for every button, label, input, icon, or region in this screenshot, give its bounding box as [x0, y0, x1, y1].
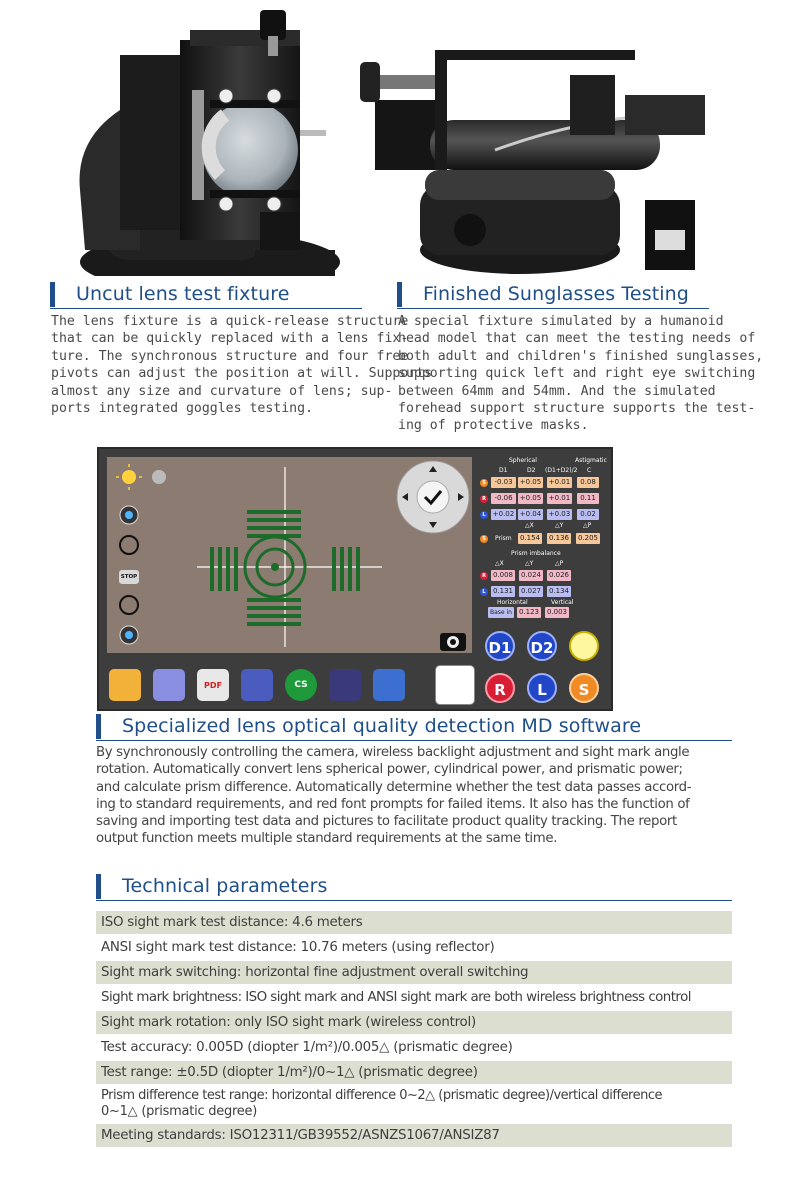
- vertical-label: Vertical: [551, 599, 574, 606]
- imbalance-dx-header: △X: [495, 560, 504, 567]
- prism-dy: 0.136: [548, 534, 570, 542]
- text-line: rotation. Automatically convert lens spherical power, cylindrical power, and prismatic power;: [96, 762, 683, 778]
- heading-accent-bar: [96, 714, 101, 739]
- param-text: Test range: ±0.5D (diopter 1/m²)/0~1△ (prismatic degree): [101, 1065, 478, 1080]
- param-row: [96, 1036, 732, 1059]
- imb-r-dy: 0.024: [520, 571, 542, 579]
- horizontal-label: Horizontal: [497, 599, 528, 606]
- param-text: Sight mark switching: horizontal fine adjustment overall switching: [101, 965, 529, 980]
- text-line: between 64mm and 54mm. And the simulated: [398, 383, 716, 399]
- param-text: Test accuracy: 0.005D (diopter 1/m²)/0.005△ (prismatic degree): [101, 1040, 513, 1055]
- s-d2: +0.05: [519, 478, 542, 486]
- param-row: [96, 1086, 732, 1122]
- text-line: forehead support structure supports the test-: [398, 401, 756, 417]
- text-line: saving and importing test data and pictures to facilitate product quality tracking. The report: [96, 814, 677, 830]
- param-row: [96, 936, 732, 959]
- param-text: Meeting standards: ISO12311/GB39552/ASNZS1067/ANSIZ87: [101, 1128, 500, 1143]
- heading-accent-bar: [397, 282, 402, 307]
- base-in-label: Base in: [490, 609, 512, 616]
- d1-button[interactable]: D1: [485, 631, 515, 661]
- prism-label: Prism: [495, 535, 512, 542]
- camera-view: [107, 457, 472, 653]
- param-text: Prism difference test range: horizontal difference 0~2△ (prismatic degree)/vertical difference: [101, 1088, 663, 1103]
- r-c: 0.11: [577, 493, 599, 504]
- prism-dp-header: △P: [583, 522, 592, 529]
- pdf-icon[interactable]: PDF: [197, 669, 229, 701]
- brush-icon[interactable]: [373, 669, 405, 701]
- headmodel-illustration: [345, 0, 725, 276]
- prism-dx: 0.154: [519, 534, 541, 542]
- text-line: both adult and children's finished sunglasses,: [398, 348, 764, 364]
- text-line: By synchronously controlling the camera, wireless backlight adjustment and sight mark angle: [96, 745, 690, 760]
- text-line: A special fixture simulated by a humanoid: [398, 314, 724, 329]
- r-button[interactable]: R: [485, 673, 515, 703]
- param-row: [96, 911, 732, 934]
- sunglasses-fixture-photo: [345, 0, 725, 276]
- md-software-screenshot: [97, 447, 613, 711]
- prism-dy-header: △Y: [555, 522, 564, 529]
- r-d2: +0.05: [519, 494, 542, 502]
- imbalance-tag-l: L: [480, 588, 488, 596]
- vertical-value: 0.003: [546, 608, 568, 616]
- s-c: 0.08: [577, 477, 599, 488]
- imbalance-header: Prism imbalance: [511, 550, 561, 557]
- horizontal-value: 0.123: [518, 608, 540, 616]
- uncut-lens-fixture-photo: [60, 0, 360, 276]
- imb-l-dx: 0.131: [492, 587, 514, 595]
- row-tag-l: L: [480, 511, 488, 519]
- heading-accent-bar: [50, 282, 55, 307]
- text-line: and calculate prism difference. Automatically determine whether the test data passes accord-: [96, 779, 692, 795]
- sight-target: [107, 457, 472, 653]
- software-toolbar: [107, 663, 472, 709]
- prism-dp: 0.205: [577, 534, 599, 542]
- col-d1: D1: [499, 467, 508, 474]
- s-button[interactable]: S: [569, 673, 599, 703]
- row-tag-s: S: [480, 479, 488, 487]
- astigmatic-header: Astigmatic: [575, 457, 607, 464]
- row-tag-r: R: [480, 495, 488, 503]
- prism-tag: S: [480, 535, 488, 543]
- param-text: ISO sight mark test distance: 4.6 meters: [101, 915, 363, 930]
- col-avg: (D1+D2)/2: [545, 467, 578, 474]
- imb-r-dx: 0.008: [492, 571, 514, 579]
- sunglasses-description: [398, 313, 764, 435]
- uncut-lens-heading: [50, 281, 362, 309]
- fixture-illustration: [60, 0, 360, 276]
- text-line: that can be quickly replaced with a lens fix-: [51, 331, 409, 347]
- l-d2: +0.04: [519, 510, 542, 518]
- l-button[interactable]: L: [527, 673, 557, 703]
- uncut-lens-description: [51, 313, 433, 417]
- text-line: ing to standard requirements, and red font prompts for failed items. It also has the function of: [96, 796, 690, 812]
- imbalance-tag-r: R: [480, 572, 488, 580]
- target-pattern-icon[interactable]: [435, 665, 475, 705]
- prism-icon[interactable]: [329, 669, 361, 701]
- l-avg: +0.03: [548, 510, 571, 518]
- uncut-lens-title: Uncut lens test fixture: [76, 283, 290, 305]
- param-text: 0~1△ (prismatic degree): [101, 1103, 258, 1119]
- text-line: pivots can adjust the position at will. Supports: [51, 366, 433, 382]
- settings-gear-icon[interactable]: [241, 669, 273, 701]
- param-text: Sight mark rotation: only ISO sight mark (wireless control): [101, 1015, 476, 1030]
- param-row: [96, 1061, 732, 1084]
- text-line: The lens fixture is a quick-release structure: [51, 314, 409, 329]
- measurement-panel: [479, 451, 611, 709]
- imbalance-dp-header: △P: [555, 560, 564, 567]
- r-d1: -0.06: [491, 493, 516, 504]
- text-line: ing of protective masks.: [398, 418, 589, 434]
- text-line: ports integrated goggles testing.: [51, 401, 314, 417]
- imb-r-dp: 0.026: [548, 571, 570, 579]
- param-row: [96, 986, 732, 1009]
- col-c: C: [587, 467, 592, 474]
- col-d2: D2: [527, 467, 536, 474]
- text-line: almost any size and curvature of lens; sup-: [51, 383, 393, 399]
- param-row: [96, 1011, 732, 1034]
- heading-accent-bar: [96, 874, 101, 899]
- imb-l-dp: 0.134: [548, 587, 570, 595]
- sunglasses-heading: [397, 281, 709, 309]
- d2-button[interactable]: D2: [527, 631, 557, 661]
- open-folder-icon[interactable]: [109, 669, 141, 701]
- software-title: Specialized lens optical quality detection MD software: [122, 715, 642, 737]
- text-line: output function meets multiple standard requirements at the same time.: [96, 831, 558, 847]
- param-text: ANSI sight mark test distance: 10.76 meters (using reflector): [101, 940, 495, 955]
- technical-title: Technical parameters: [122, 875, 328, 897]
- save-icon[interactable]: [153, 669, 185, 701]
- cs-icon[interactable]: CS: [285, 669, 317, 701]
- l-d1: +0.02: [492, 510, 515, 518]
- stop-button[interactable]: STOP: [119, 570, 139, 584]
- crosshair-button[interactable]: [569, 631, 599, 661]
- sunglasses-title: Finished Sunglasses Testing: [423, 283, 689, 305]
- param-row: [96, 961, 732, 984]
- prism-dx-header: △X: [525, 522, 534, 529]
- param-row: [96, 1124, 732, 1147]
- technical-heading: [96, 873, 732, 901]
- software-description: [96, 744, 736, 848]
- imbalance-dy-header: △Y: [525, 560, 534, 567]
- spherical-header: Spherical: [509, 457, 537, 464]
- param-text: Sight mark brightness: ISO sight mark and ANSI sight mark are both wireless brightness control: [101, 990, 691, 1005]
- text-line: supporting quick left and right eye switching: [398, 366, 756, 382]
- s-d1: -0.03: [491, 477, 516, 488]
- imb-l-dy: 0.027: [520, 587, 542, 595]
- text-line: head model that can meet the testing needs of: [398, 331, 756, 347]
- software-heading: [96, 713, 732, 741]
- r-avg: +0.01: [548, 494, 571, 502]
- l-c: 0.02: [577, 509, 599, 520]
- text-line: ture. The synchronous structure and four free: [51, 348, 409, 364]
- s-avg: +0.01: [548, 478, 571, 486]
